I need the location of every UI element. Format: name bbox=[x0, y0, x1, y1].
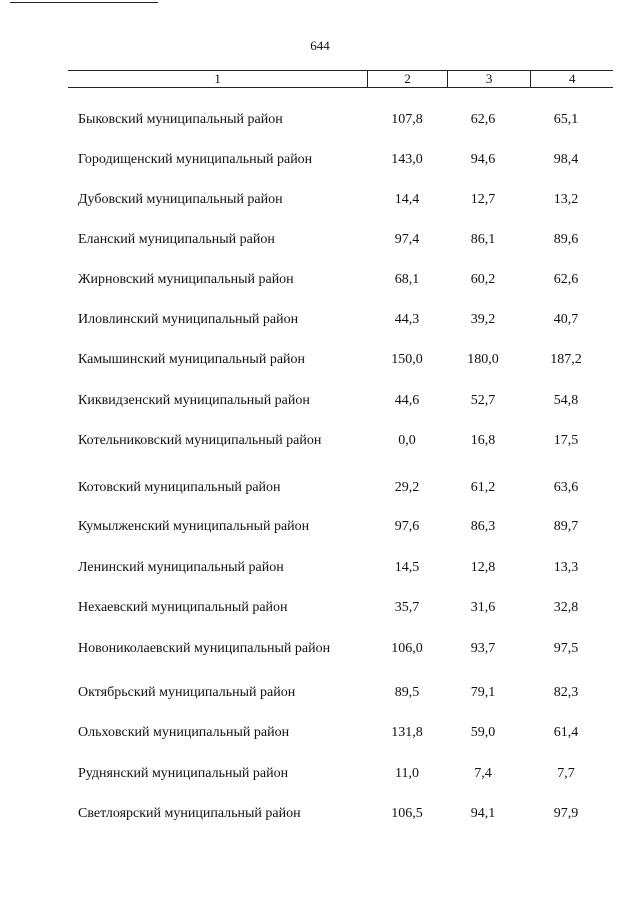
value-col-2: 14,4 bbox=[394, 192, 420, 207]
value-col-3: 16,8 bbox=[470, 433, 496, 448]
value-col-4: 63,6 bbox=[553, 480, 579, 495]
value-col-2: 89,5 bbox=[394, 685, 420, 700]
district-name: Руднянский муниципальный район bbox=[78, 766, 289, 781]
value-col-3: 93,7 bbox=[470, 641, 496, 656]
value-col-3: 7,4 bbox=[474, 766, 492, 781]
value-col-3: 60,2 bbox=[470, 272, 496, 287]
table-row bbox=[0, 480, 640, 500]
district-name: Камышинский муниципальный район bbox=[78, 352, 306, 367]
value-col-4: 89,6 bbox=[553, 232, 579, 247]
district-name: Котовский муниципальный район bbox=[78, 480, 281, 495]
header-col-3: 3 bbox=[447, 71, 531, 87]
table-row bbox=[0, 433, 640, 453]
district-name: Кумылженский муниципальный район bbox=[78, 519, 310, 534]
value-col-3: 39,2 bbox=[470, 312, 496, 327]
value-col-3: 94,6 bbox=[470, 152, 496, 167]
district-name: Ленинский муниципальный район bbox=[78, 560, 284, 575]
district-name: Котельниковский муниципальный район bbox=[78, 433, 322, 448]
district-name: Светлоярский муниципальный район bbox=[78, 806, 301, 821]
header-col-4: 4 bbox=[530, 71, 613, 87]
table-row bbox=[0, 152, 640, 172]
value-col-3: 31,6 bbox=[470, 600, 496, 615]
value-col-4: 98,4 bbox=[553, 152, 579, 167]
value-col-2: 14,5 bbox=[394, 560, 420, 575]
value-col-2: 106,0 bbox=[391, 641, 423, 656]
value-col-2: 11,0 bbox=[395, 766, 419, 781]
value-col-4: 65,1 bbox=[553, 112, 579, 127]
district-name: Еланский муниципальный район bbox=[78, 232, 275, 247]
district-name: Киквидзенский муниципальный район bbox=[78, 393, 310, 408]
district-name: Новониколаевский муниципальный район bbox=[78, 641, 331, 656]
table-header bbox=[68, 70, 613, 88]
value-col-4: 82,3 bbox=[553, 685, 579, 700]
value-col-2: 106,5 bbox=[391, 806, 423, 821]
value-col-2: 0,0 bbox=[398, 433, 416, 448]
table-row bbox=[0, 192, 640, 212]
value-col-2: 44,3 bbox=[394, 312, 420, 327]
value-col-2: 150,0 bbox=[391, 352, 423, 367]
value-col-4: 40,7 bbox=[553, 312, 579, 327]
value-col-2: 35,7 bbox=[394, 600, 420, 615]
value-col-3: 86,1 bbox=[470, 232, 496, 247]
district-name: Октябрьский муниципальный район bbox=[78, 685, 296, 700]
table-row bbox=[0, 393, 640, 413]
table-row bbox=[0, 766, 640, 786]
value-col-2: 143,0 bbox=[391, 152, 423, 167]
district-name: Нехаевский муниципальный район bbox=[78, 600, 288, 615]
value-col-4: 97,5 bbox=[553, 641, 579, 656]
value-col-4: 89,7 bbox=[553, 519, 579, 534]
table-row bbox=[0, 272, 640, 292]
table-row bbox=[0, 232, 640, 252]
value-col-2: 107,8 bbox=[391, 112, 423, 127]
value-col-4: 7,7 bbox=[557, 766, 575, 781]
value-col-4: 54,8 bbox=[553, 393, 579, 408]
value-col-3: 94,1 bbox=[470, 806, 496, 821]
value-col-4: 62,6 bbox=[553, 272, 579, 287]
value-col-4: 13,3 bbox=[553, 560, 579, 575]
table-row bbox=[0, 806, 640, 826]
district-name: Дубовский муниципальный район bbox=[78, 192, 283, 207]
district-name: Жирновский муниципальный район bbox=[78, 272, 294, 287]
value-col-2: 97,6 bbox=[394, 519, 420, 534]
value-col-3: 180,0 bbox=[467, 352, 499, 367]
value-col-2: 68,1 bbox=[394, 272, 420, 287]
value-col-4: 17,5 bbox=[553, 433, 579, 448]
value-col-4: 187,2 bbox=[550, 352, 582, 367]
header-col-1: 1 bbox=[214, 71, 221, 86]
header-col-2: 2 bbox=[367, 71, 447, 87]
table-row bbox=[0, 312, 640, 332]
top-rule bbox=[10, 2, 158, 3]
value-col-3: 86,3 bbox=[470, 519, 496, 534]
value-col-4: 13,2 bbox=[553, 192, 579, 207]
district-name: Иловлинский муниципальный район bbox=[78, 312, 299, 327]
value-col-3: 12,7 bbox=[470, 192, 496, 207]
value-col-4: 97,9 bbox=[553, 806, 579, 821]
value-col-4: 32,8 bbox=[553, 600, 579, 615]
value-col-4: 61,4 bbox=[553, 725, 579, 740]
district-name: Быковский муниципальный район bbox=[78, 112, 283, 127]
value-col-3: 62,6 bbox=[470, 112, 496, 127]
table-row bbox=[0, 560, 640, 580]
district-name: Ольховский муниципальный район bbox=[78, 725, 290, 740]
table-row bbox=[0, 519, 640, 539]
table-row bbox=[0, 725, 640, 745]
value-col-3: 59,0 bbox=[470, 725, 496, 740]
table-row bbox=[0, 600, 640, 620]
district-name: Городищенский муниципальный район bbox=[78, 152, 313, 167]
table-row bbox=[0, 112, 640, 132]
table-row bbox=[0, 685, 640, 705]
page-number: 644 bbox=[310, 38, 330, 53]
table-row bbox=[0, 641, 640, 661]
value-col-2: 29,2 bbox=[394, 480, 420, 495]
value-col-3: 79,1 bbox=[470, 685, 496, 700]
value-col-3: 12,8 bbox=[470, 560, 496, 575]
value-col-3: 61,2 bbox=[470, 480, 496, 495]
value-col-2: 97,4 bbox=[394, 232, 420, 247]
table-row bbox=[0, 352, 640, 372]
value-col-3: 52,7 bbox=[470, 393, 496, 408]
value-col-2: 44,6 bbox=[394, 393, 420, 408]
value-col-2: 131,8 bbox=[391, 725, 423, 740]
